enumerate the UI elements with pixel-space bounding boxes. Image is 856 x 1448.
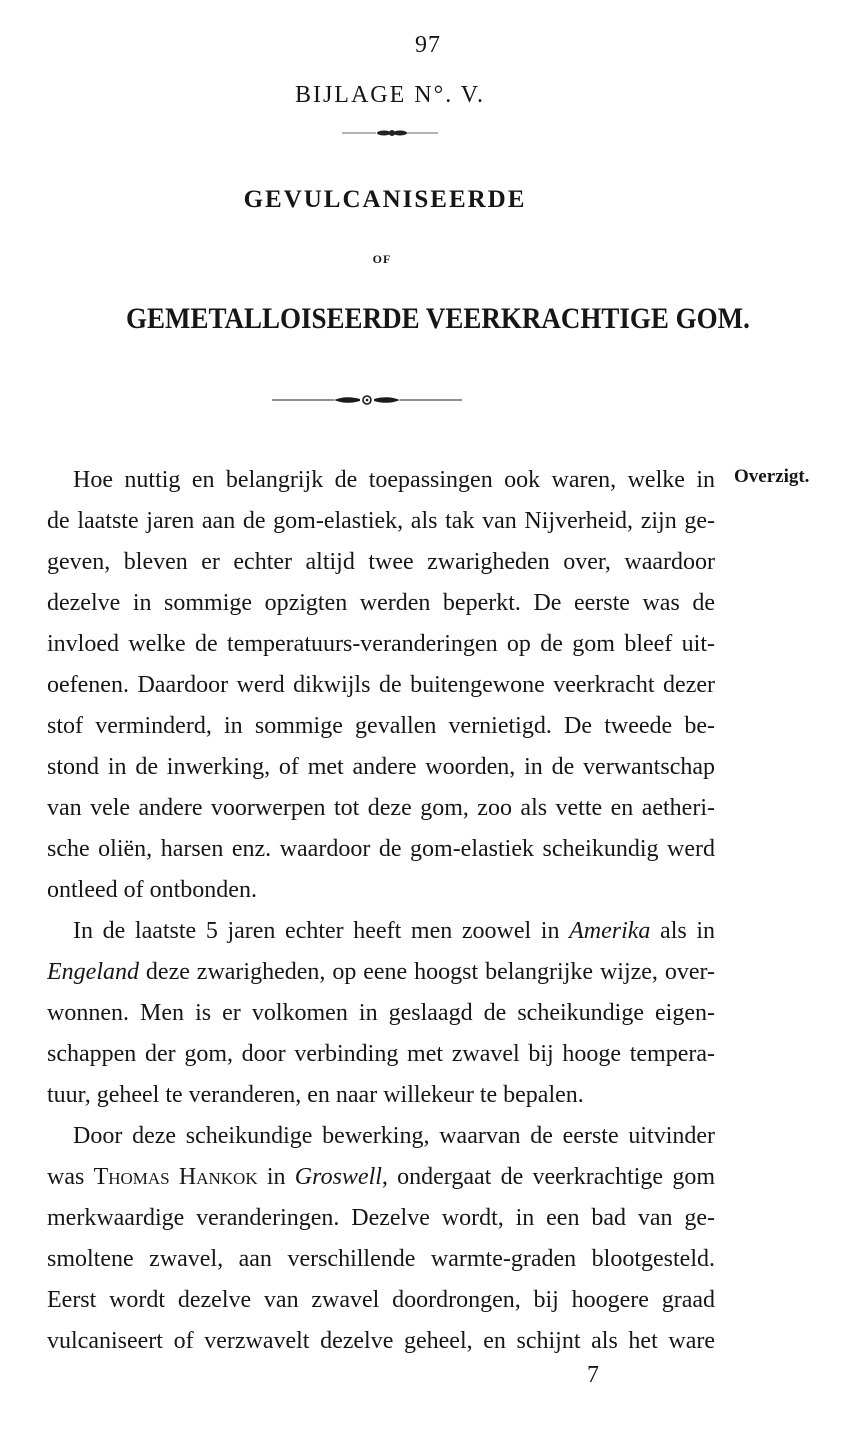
paragraph-3-line: Door deze scheikundige bewerking, waarvan de eerste uitvinder — [73, 1123, 715, 1149]
paragraph-3-text: was — [47, 1164, 94, 1190]
paragraph-2-line: wonnen. Men is er volkomen in geslaagd de scheikundige eigen- — [47, 1000, 715, 1026]
ornament-divider-large — [272, 392, 462, 408]
place-name-italic: Groswell — [294, 1164, 382, 1190]
paragraph-1-line: geven, bleven er echter altijd twee zwarigheden over, waardoor — [47, 549, 715, 575]
margin-note: Overzigt. — [734, 466, 810, 487]
paragraph-1-line: Hoe nuttig en belangrijk de toepassingen ook waren, welke in — [73, 467, 715, 493]
paragraph-1-line: stof verminderd, in sommige gevallen vernietigd. De tweede be- — [47, 713, 715, 739]
title-connector: OF — [372, 252, 392, 266]
signature-mark: 7 — [587, 1362, 599, 1388]
paragraph-2-line: schappen der gom, door verbinding met zwavel bij hooge tempera- — [47, 1041, 715, 1067]
paragraph-3-line: merkwaardige veranderingen. Dezelve wordt, in een bad van ge- — [47, 1205, 715, 1231]
place-name-italic: Amerika — [569, 918, 651, 944]
title-line-2: GEMETALLOISEERDE VEERKRACHTIGE GOM. — [126, 302, 750, 335]
paragraph-1-line: stond in de inwerking, of met andere woorden, in de verwantschap — [47, 754, 715, 780]
paragraph-1-line: van vele andere voorwerpen tot deze gom, zoo als vette en aetheri- — [47, 795, 715, 821]
ornament-divider-small — [342, 126, 438, 140]
page-number: 97 — [415, 32, 441, 58]
paragraph-2-line — [47, 952, 715, 993]
paragraph-3-text: , ondergaat de veerkrachtige gom — [381, 1164, 715, 1190]
paragraph-3-line — [47, 1157, 715, 1198]
paragraph-1-line: dezelve in sommige opzigten werden beperkt. De eerste was de — [47, 590, 715, 616]
body-text — [47, 460, 715, 1362]
paragraph-3-line: Eerst wordt dezelve van zwavel doordrongen, bij hoogere graad — [47, 1287, 715, 1313]
paragraph-2-text: deze zwarigheden, op eene hoogst belangrijke wijze, over- — [138, 959, 715, 985]
paragraph-3-line: smoltene zwavel, aan verschillende warmte-graden blootgesteld. — [47, 1246, 715, 1272]
title-line-1: GEVULCANISEERDE — [243, 186, 527, 213]
appendix-label: BIJLAGE N°. V. — [294, 82, 486, 108]
paragraph-2-text: In de laatste 5 jaren echter heeft men zoowel in — [73, 918, 570, 944]
paragraph-1-line: ontleed of ontbonden. — [47, 877, 257, 903]
paragraph-1-line: de laatste jaren aan de gom-elastiek, als tak van Nijverheid, zijn ge- — [47, 508, 715, 534]
place-name-italic: Engeland — [47, 959, 139, 985]
paragraph-3-text: in — [257, 1164, 295, 1190]
paragraph-1-line: sche oliën, harsen enz. waardoor de gom-elastiek scheikundig werd — [47, 836, 715, 862]
paragraph-2-line — [47, 911, 715, 952]
paragraph-2-text: als in — [650, 918, 715, 944]
paragraph-1-line: oefenen. Daardoor werd dikwijls de buitengewone veerkracht dezer — [47, 672, 715, 698]
paragraph-3-line: vulcaniseert of verzwavelt dezelve geheel, en schijnt als het ware — [47, 1328, 715, 1354]
person-name-smallcaps: Thomas Hankok — [93, 1164, 258, 1190]
paragraph-1-line: invloed welke de temperatuurs-veranderingen op de gom bleef uit- — [47, 631, 715, 657]
paragraph-2-line: tuur, geheel te veranderen, en naar willekeur te bepalen. — [47, 1082, 584, 1108]
